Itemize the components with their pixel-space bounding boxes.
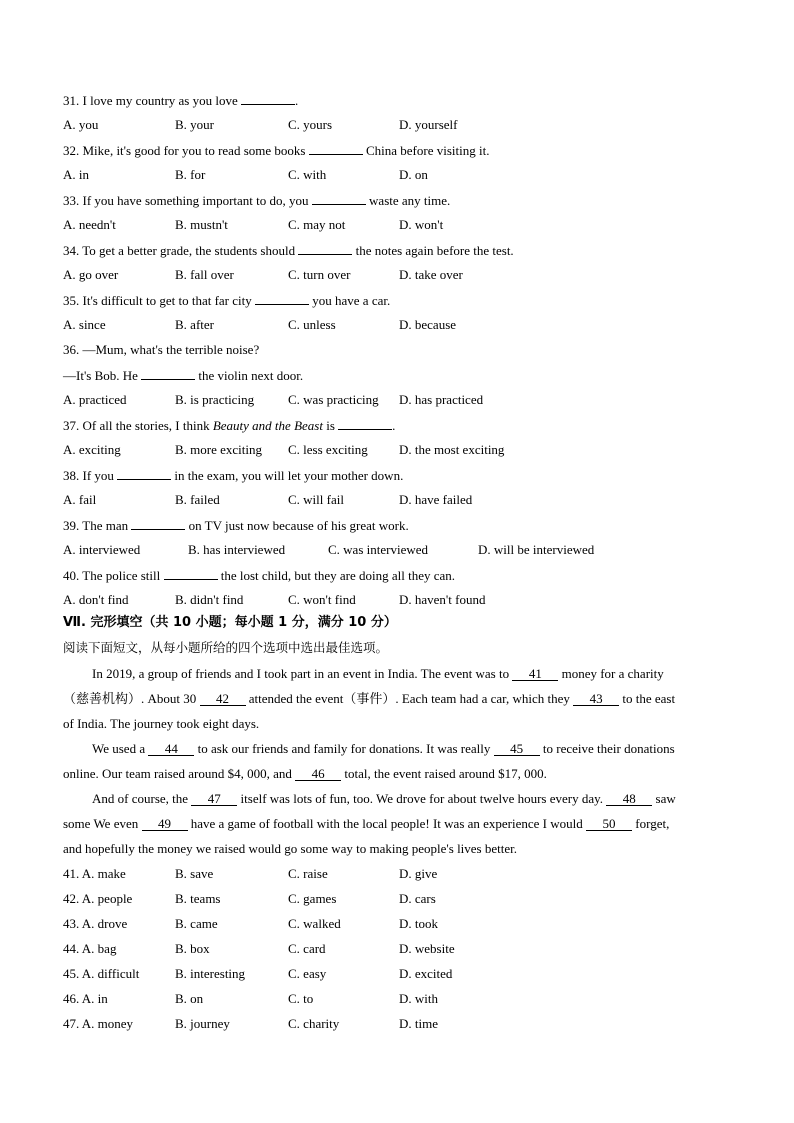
options-32	[63, 167, 743, 183]
option-d[interactable]: D. took	[399, 916, 438, 931]
answer-blank[interactable]	[164, 567, 218, 580]
answer-blank[interactable]	[141, 367, 195, 380]
cloze-options-46	[63, 991, 743, 1007]
option-b[interactable]: B. interesting	[175, 966, 246, 981]
option-c[interactable]: C. less exciting	[288, 442, 368, 457]
option-b[interactable]: B. fall over	[175, 267, 234, 282]
question-40: 40. The police still the lost child, but they are doing all they can.	[63, 568, 456, 583]
options-39	[63, 542, 743, 558]
question-32: 32. Mike, it's good for you to read some books China before visiting it.	[63, 143, 490, 158]
section-title: Ⅶ. 完形填空（共 10 小题；每小题 1 分，满分 10 分）	[63, 615, 397, 630]
blank-47[interactable]: 47	[191, 792, 237, 806]
option-a[interactable]: A. practiced	[63, 392, 127, 407]
option-c[interactable]: C. yours	[288, 117, 333, 132]
option-b[interactable]: B. is practicing	[175, 392, 255, 407]
blank-50[interactable]: 50	[586, 817, 632, 831]
cloze-options-41	[63, 866, 743, 882]
option-b[interactable]: B. your	[175, 117, 214, 132]
option-a[interactable]: A. interviewed	[63, 542, 141, 557]
option-d[interactable]: D. the most exciting	[399, 442, 505, 457]
option-a[interactable]: A. in	[63, 167, 89, 182]
answer-blank[interactable]	[117, 467, 171, 480]
option-c[interactable]: C. to	[288, 991, 314, 1006]
option-a[interactable]: A. since	[63, 317, 106, 332]
option-b[interactable]: B. save	[175, 866, 214, 881]
answer-blank[interactable]	[241, 92, 295, 105]
option-a[interactable]: 42. A. people	[63, 891, 133, 906]
cloze-options-44	[63, 941, 743, 957]
option-b[interactable]: B. after	[175, 317, 214, 332]
option-d[interactable]: D. excited	[399, 966, 453, 981]
option-a[interactable]: 45. A. difficult	[63, 966, 140, 981]
cloze-options-42	[63, 891, 743, 907]
option-a[interactable]: A. go over	[63, 267, 119, 282]
question-34: 34. To get a better grade, the students should the notes again before the test.	[63, 243, 514, 258]
question-35: 35. It's difficult to get to that far city you have a car.	[63, 293, 391, 308]
passage-line: We used a 44 to ask our friends and family for donations. It was really 45 to receive their donations	[92, 741, 675, 756]
options-38	[63, 492, 743, 508]
option-c[interactable]: C. turn over	[288, 267, 351, 282]
answer-blank[interactable]	[338, 417, 392, 430]
option-a[interactable]: A. exciting	[63, 442, 121, 457]
question-38: 38. If you in the exam, you will let your mother down.	[63, 468, 404, 483]
question-31: 31. I love my country as you love .	[63, 93, 299, 108]
option-c[interactable]: C. was interviewed	[328, 542, 429, 557]
question-39: 39. The man on TV just now because of his great work.	[63, 518, 409, 533]
option-d[interactable]: D. website	[399, 941, 455, 956]
answer-blank[interactable]	[298, 242, 352, 255]
option-b[interactable]: B. box	[175, 941, 210, 956]
option-b[interactable]: B. journey	[175, 1016, 230, 1031]
option-b[interactable]: B. came	[175, 916, 218, 931]
option-d[interactable]: D. cars	[399, 891, 436, 906]
option-a[interactable]: 41. A. make	[63, 866, 126, 881]
question-36-reply: —It's Bob. He the violin next door.	[63, 368, 304, 383]
option-a[interactable]: 47. A. money	[63, 1016, 134, 1031]
passage-line: In 2019, a group of friends and I took part in an event in India. The event was to 41 money for a charity	[92, 666, 664, 681]
options-35	[63, 317, 743, 333]
option-c[interactable]: C. games	[288, 891, 337, 906]
option-a[interactable]: A. fail	[63, 492, 97, 507]
question-36: 36. —Mum, what's the terrible noise?	[63, 342, 260, 357]
option-d[interactable]: D. because	[399, 317, 457, 332]
passage-line: of India. The journey took eight days.	[63, 716, 260, 731]
option-a[interactable]: A. don't find	[63, 592, 129, 607]
option-c[interactable]: C. will fail	[288, 492, 344, 507]
blank-49[interactable]: 49	[142, 817, 188, 831]
options-33	[63, 217, 743, 233]
option-c[interactable]: C. unless	[288, 317, 336, 332]
option-c[interactable]: C. raise	[288, 866, 328, 881]
option-a[interactable]: A. needn't	[63, 217, 116, 232]
option-b[interactable]: B. didn't find	[175, 592, 244, 607]
passage-line: And of course, the 47 itself was lots of fun, too. We drove for about twelve hours every day. 48 saw	[92, 791, 676, 806]
blank-45[interactable]: 45	[494, 742, 540, 756]
option-a[interactable]: A. you	[63, 117, 99, 132]
option-d[interactable]: D. give	[399, 866, 438, 881]
option-c[interactable]: C. walked	[288, 916, 341, 931]
question-33: 33. If you have something important to do, you waste any time.	[63, 193, 451, 208]
option-c[interactable]: C. with	[288, 167, 327, 182]
options-36	[63, 392, 743, 408]
options-31	[63, 117, 743, 133]
option-c[interactable]: C. easy	[288, 966, 327, 981]
option-b[interactable]: B. on	[175, 991, 204, 1006]
book-title: Beauty and the Beast	[212, 418, 323, 433]
blank-41[interactable]: 41	[512, 667, 558, 681]
option-d[interactable]: D. time	[399, 1016, 438, 1031]
blank-48[interactable]: 48	[606, 792, 652, 806]
options-37	[63, 442, 743, 458]
cloze-options-47	[63, 1016, 743, 1032]
blank-42[interactable]: 42	[200, 692, 246, 706]
option-b[interactable]: B. has interviewed	[188, 542, 286, 557]
passage-line: some We even 49 have a game of football with the local people! It was an experience I would 50 forget,	[63, 816, 670, 831]
option-b[interactable]: B. teams	[175, 891, 221, 906]
option-d[interactable]: D. haven't found	[399, 592, 486, 607]
option-d[interactable]: D. with	[399, 991, 438, 1006]
option-d[interactable]: D. will be interviewed	[478, 542, 595, 557]
option-b[interactable]: B. more exciting	[175, 442, 263, 457]
option-d[interactable]: D. yourself	[399, 117, 458, 132]
answer-blank[interactable]	[312, 192, 366, 205]
option-c[interactable]: C. may not	[288, 217, 346, 232]
option-b[interactable]: B. for	[175, 167, 206, 182]
blank-43[interactable]: 43	[573, 692, 619, 706]
options-40	[63, 592, 743, 608]
cloze-options-43	[63, 916, 743, 932]
options-34	[63, 267, 743, 283]
option-d[interactable]: D. take over	[399, 267, 463, 282]
cloze-options-45	[63, 966, 743, 982]
answer-blank[interactable]	[309, 142, 363, 155]
option-a[interactable]: 46. A. in	[63, 991, 108, 1006]
option-c[interactable]: C. card	[288, 941, 326, 956]
option-b[interactable]: B. failed	[175, 492, 220, 507]
answer-blank[interactable]	[131, 517, 185, 530]
passage-line: （慈善机构）. About 30 42 attended the event（事件）. Each team had a car, which they 43 to the east	[63, 691, 676, 706]
option-a[interactable]: 44. A. bag	[63, 941, 117, 956]
option-c[interactable]: C. won't find	[288, 592, 356, 607]
question-37: 37. Of all the stories, I think Beauty and the Beast is .	[63, 418, 396, 433]
option-a[interactable]: 43. A. drove	[63, 916, 128, 931]
option-b[interactable]: B. mustn't	[175, 217, 228, 232]
option-d[interactable]: D. won't	[399, 217, 444, 232]
option-d[interactable]: D. has practiced	[399, 392, 484, 407]
passage-line: and hopefully the money we raised would go some way to making people's lives better.	[63, 841, 517, 856]
option-c[interactable]: C. was practicing	[288, 392, 379, 407]
answer-blank[interactable]	[255, 292, 309, 305]
blank-46[interactable]: 46	[295, 767, 341, 781]
blank-44[interactable]: 44	[148, 742, 194, 756]
option-d[interactable]: D. have failed	[399, 492, 473, 507]
section-instruction: 阅读下面短文，从每小题所给的四个选项中选出最佳选项。	[63, 640, 389, 655]
option-d[interactable]: D. on	[399, 167, 428, 182]
option-c[interactable]: C. charity	[288, 1016, 340, 1031]
passage-line: online. Our team raised around $4, 000, and 46 total, the event raised around $17, 000.	[63, 766, 547, 781]
